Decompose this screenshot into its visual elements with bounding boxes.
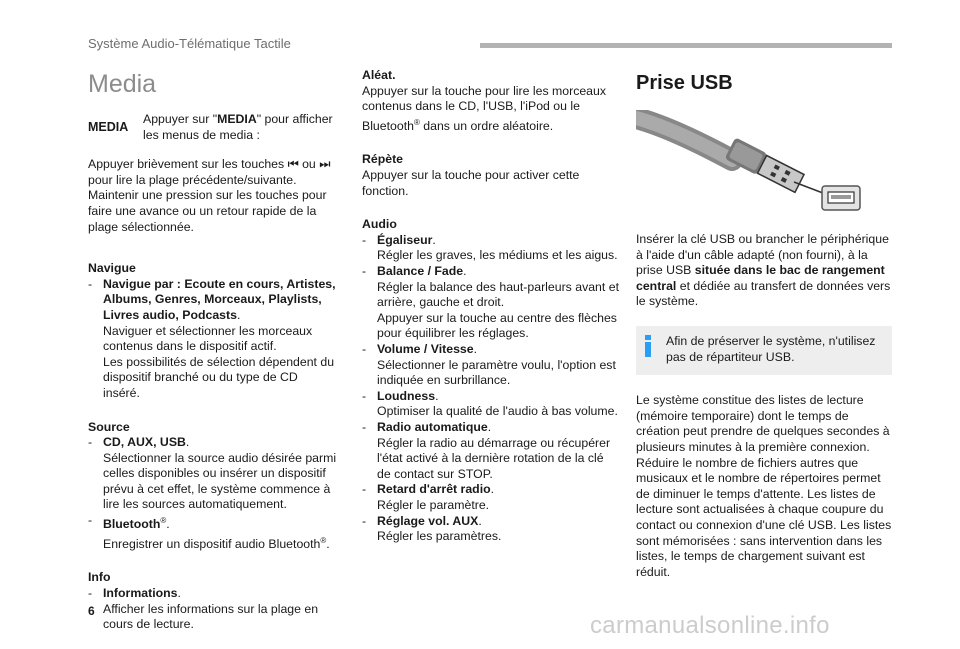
audio-item-title: Retard d'arrêt radio: [377, 482, 491, 497]
reg-mark: ®: [160, 516, 167, 526]
audio-item-title: Volume / Vitesse: [377, 342, 474, 356]
header-title: Système Audio-Télématique Tactile: [88, 36, 291, 51]
reg-mark: ®: [320, 535, 327, 545]
audio-item-line: Optimiser la qualité de l'audio à bas volume.: [377, 404, 618, 419]
media-post: " pour afficher les menus de media :: [143, 112, 333, 142]
navigue-title: Navigue: [88, 261, 136, 276]
section-audio: [362, 217, 620, 544]
media-key-description: [143, 112, 338, 143]
audio-item-line: Régler le paramètre.: [377, 497, 490, 512]
reg-mark: ®: [413, 117, 420, 127]
navigue-item-line2: Les possibilités de sélection dépendent du dispositif branché ou du type de CD inséré.: [103, 354, 335, 400]
column-audio: [362, 64, 620, 545]
audio-list-item: - Retard d'arrêt radio. Régler le paramètre.: [362, 482, 620, 513]
dash: -: [362, 232, 367, 247]
audio-list-item: - Loudness. Optimiser la qualité de l'audio à bas volume.: [362, 389, 620, 420]
dash: -: [88, 435, 93, 450]
usb-plug-illustration: [636, 110, 892, 222]
section-navigue: [88, 261, 338, 401]
aleat-text-post: dans un ordre aléatoire.: [419, 118, 554, 133]
dash: -: [362, 513, 367, 528]
navigue-item-line1: Naviguer et sélectionner les morceaux contenus dans le dispositif actif.: [103, 323, 313, 354]
media-key-inline: MEDIA: [217, 112, 257, 126]
section-repete: [362, 152, 620, 199]
repete-text: Appuyer sur la touche pour activer cette fonction.: [362, 168, 580, 198]
dash: -: [362, 342, 367, 356]
track-skip-paragraph: [88, 157, 338, 235]
playlist-paragraph: Le système constitue des listes de lecture (mémoire temporaire) dont le temps de création peut prendre de quelques secondes à plusieurs minutes à la première connexion. Réduire le nombre de fichiers autres que musicaux et le nombre de répertoires permet de diminuer le temps d'attente. Les listes de lecture sont actualisées à chaque coupure du contact ou connexion d'une clé USB. Les listes sont mémorisées : sans intervention dans les listes, le temps de chargement suivant est réduit.: [636, 393, 892, 579]
audio-item-line: Sélectionner le paramètre voulu, l'option est indiquée en surbrillance.: [377, 357, 616, 388]
audio-item-line: Appuyer sur la touche au centre des flèches pour équilibrer les réglages.: [377, 310, 617, 341]
audio-title: Audio: [362, 217, 397, 232]
info-box: [636, 326, 892, 375]
para-post: pour lire la plage précédente/suivante. Maintenir une pression sur les touches pour faire une avance ou un retour rapide de la plage sélectionnée.: [88, 172, 327, 234]
dash: -: [362, 264, 367, 279]
source-item2-text: Enregistrer un dispositif audio Bluetooth: [103, 536, 321, 551]
audio-item-line: Régler la radio au démarrage ou récupérer l'état activé à la dernière rotation de la clé de contact sur STOP.: [377, 435, 611, 481]
info-item-text: Afficher les informations sur la plage en cours de lecture.: [103, 601, 319, 632]
section-heading-usb: Prise USB: [636, 72, 733, 94]
media-pre: Appuyer sur ": [143, 112, 218, 126]
info-item-title: Informations: [103, 586, 178, 601]
para-pre: Appuyer brièvement sur les touches: [88, 157, 288, 172]
watermark: carmanualsonline.info: [590, 612, 830, 639]
audio-item-title: Réglage vol. AUX: [377, 513, 479, 528]
audio-list-item: - Radio automatique. Régler la radio au démarrage ou récupérer l'état activé à la dernière rotation de la clé de contact sur STOP.: [362, 420, 620, 482]
column-usb: [636, 64, 892, 594]
source-title: Source: [88, 419, 130, 434]
para1-pre: Insérer la clé USB ou brancher le périphérique à l'aide d'un câble adapté (non fourni), à la prise USB: [636, 232, 889, 278]
audio-item-line: Régler les paramètres.: [377, 529, 502, 544]
audio-item-line: Régler la balance des haut-parleurs avant et arrière, gauche et droit.: [377, 279, 619, 310]
audio-list-item: - Réglage vol. AUX. Régler les paramètres.: [362, 514, 620, 545]
audio-item-title: Égaliseur: [377, 232, 433, 247]
page-number: 6: [88, 604, 95, 618]
info-title: Info: [88, 570, 111, 585]
source-item1-text: Sélectionner la source audio désirée parmi celles disponibles ou insérer un dispositif prévu à cet effet, le système commence à lire les sources automatiquement.: [103, 450, 337, 512]
next-track-icon: ⏭: [319, 157, 331, 172]
dash: -: [362, 419, 367, 434]
header-bar: [480, 43, 892, 48]
list-item: - Navigue par : Ecoute en cours, Artistes, Albums, Genres, Morceaux, Playlists, Livres audio, Podcasts. Naviguer et sélectionner les morceaux contenus dans le dispositif actif. Les possibilités de sélection dépendent du dispositif branché ou du type de CD inséré.: [88, 277, 338, 402]
dash: -: [88, 586, 93, 601]
media-key-row: [88, 112, 338, 143]
dash: -: [362, 482, 367, 497]
dash: -: [88, 513, 93, 528]
usb-insert-paragraph: [636, 232, 892, 310]
audio-list-item: - Égaliseur. Régler les graves, les médiums et les aigus.: [362, 233, 620, 264]
audio-item-line: Régler les graves, les médiums et les aigus.: [377, 248, 618, 263]
section-source: [88, 420, 338, 553]
source-item1-title: CD, AUX, USB: [103, 435, 186, 450]
aleat-text: Appuyer sur la touche pour lire les morceaux contenus dans le CD, l'USB, l'iPod ou le Bluetooth: [362, 83, 607, 133]
audio-list-item: - Balance / Fade. Régler la balance des haut-parleurs avant et arrière, gauche et droit. Appuyer sur la touche au centre des flèches pour équilibrer les réglages.: [362, 264, 619, 341]
previous-track-icon: ⏮: [287, 157, 299, 172]
dash: -: [88, 276, 93, 291]
audio-item-title: Radio automatique: [377, 419, 488, 434]
aleat-title: Aléat.: [362, 68, 396, 82]
source-item2-title: Bluetooth: [103, 517, 161, 532]
audio-list-item: - Volume / Vitesse. Sélectionner le paramètre voulu, l'option est indiquée en surbrillance.: [362, 342, 620, 389]
dash: -: [362, 388, 367, 403]
audio-item-title: Balance / Fade: [377, 264, 464, 279]
column-media: [88, 64, 338, 633]
para1-post: et dédiée au transfert de données vers le système.: [636, 278, 891, 309]
section-aleat: [362, 68, 620, 134]
list-item: - Bluetooth®. Enregistrer un dispositif audio Bluetooth®.: [88, 513, 330, 551]
section-heading-media: Media: [88, 70, 157, 98]
info-box-text: Afin de préserver le système, n'utilisez pas de répartiteur USB.: [666, 333, 876, 364]
audio-list: [362, 233, 620, 545]
navigue-item-title: Navigue par : Ecoute en cours, Artistes, Albums, Genres, Morceaux, Playlists, Livres audio, Podcasts: [103, 276, 336, 322]
audio-item-title: Loudness: [377, 388, 436, 403]
para1-bold: située dans le bac de rangement central: [636, 263, 885, 293]
repete-title: Répète: [362, 152, 404, 167]
para-mid: ou: [298, 157, 320, 172]
media-key-label: MEDIA: [88, 120, 129, 134]
list-item: - Informations. Afficher les informations sur la plage en cours de lecture.: [88, 586, 338, 633]
list-item: - CD, AUX, USB. Sélectionner la source audio désirée parmi celles disponibles ou insérer un dispositif prévu à cet effet, le système commence à lire les sources automatiquement.: [88, 435, 337, 512]
section-info: [88, 570, 338, 632]
info-icon: [644, 335, 652, 357]
